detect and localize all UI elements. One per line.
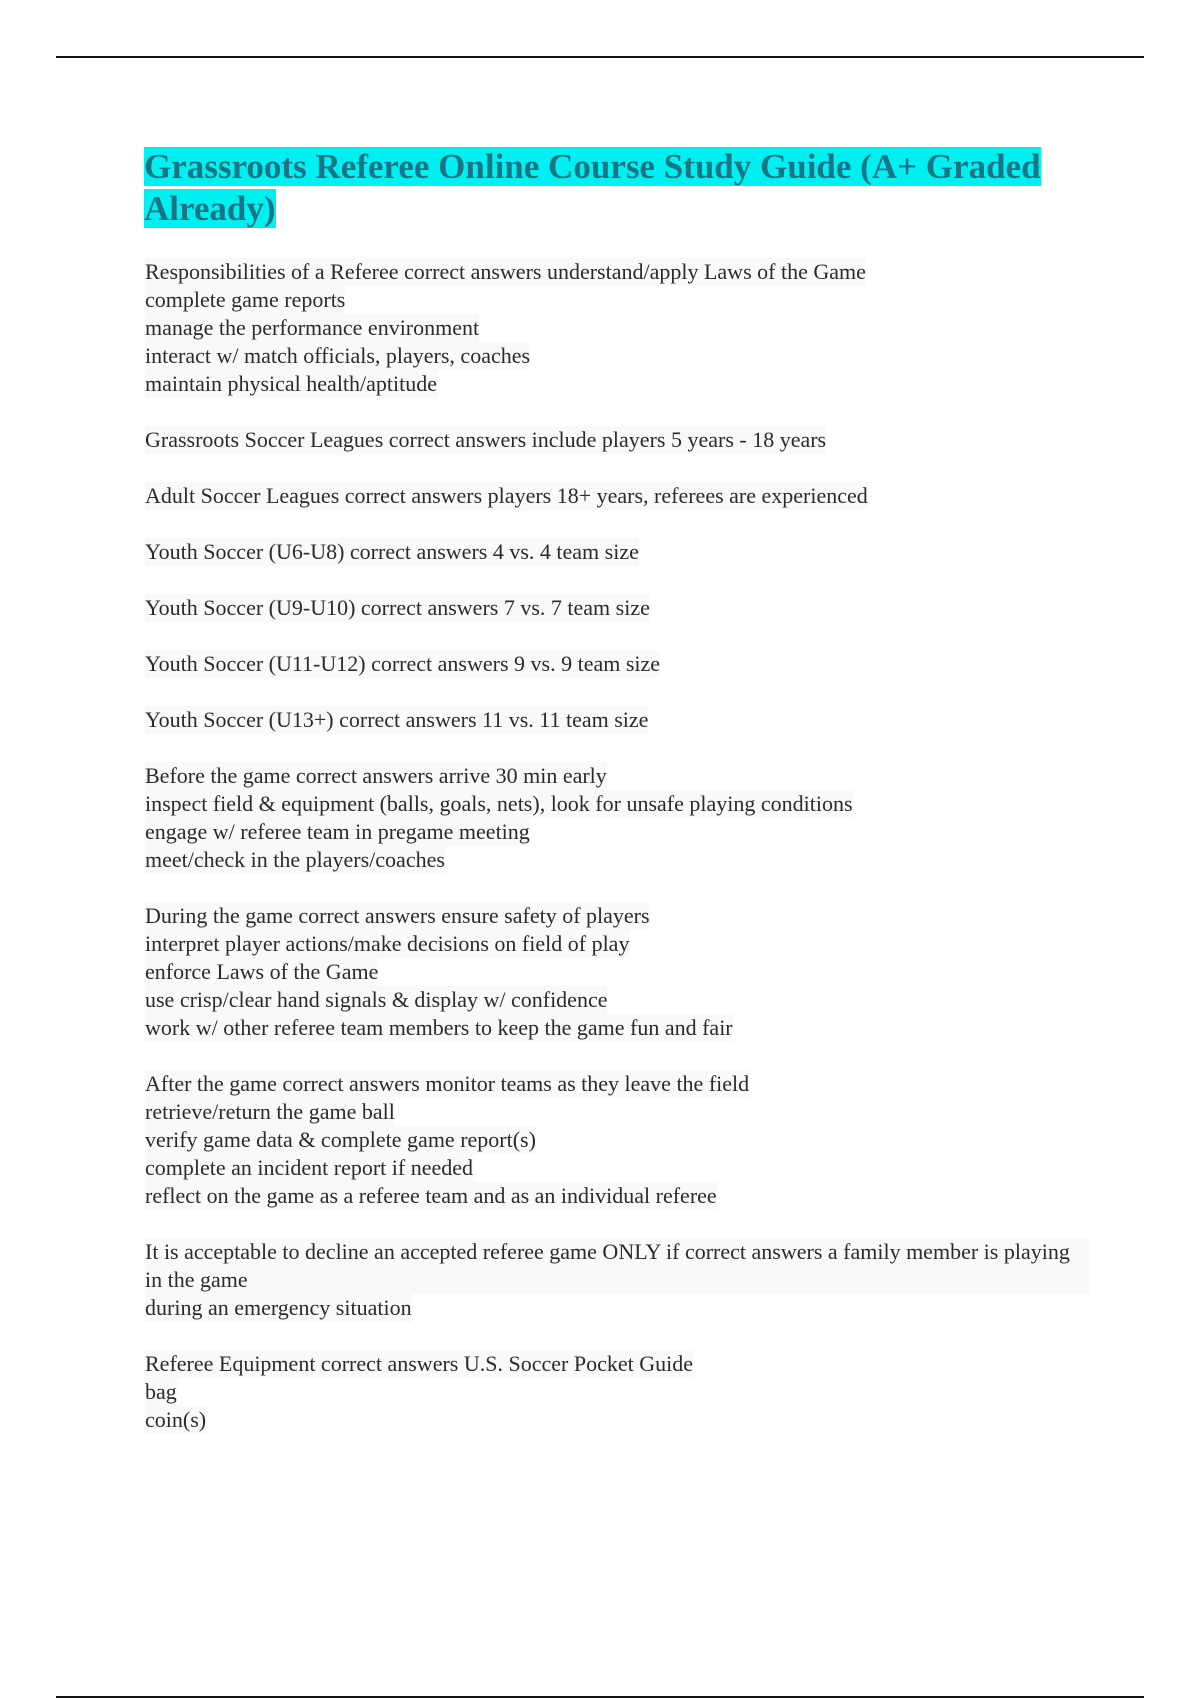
- qa-question-line: It is acceptable to decline an accepted referee game ONLY if correct answers a family member is playing in the game: [145, 1238, 1090, 1294]
- qa-answer-line: bag: [145, 1379, 177, 1404]
- qa-question-line: Youth Soccer (U9-U10) correct answers 7 vs. 7 team size: [145, 595, 650, 620]
- qa-answer-line: maintain physical health/aptitude: [145, 371, 438, 396]
- qa-entry: [145, 258, 1090, 398]
- qa-entry: [145, 482, 1090, 510]
- qa-answer-line: reflect on the game as a referee team and as an individual referee: [145, 1183, 717, 1208]
- qa-entry: [145, 538, 1090, 566]
- qa-answer-line: enforce Laws of the Game: [145, 959, 379, 984]
- qa-answer-line: interact w/ match officials, players, coaches: [145, 343, 531, 368]
- qa-question-line: Youth Soccer (U11-U12) correct answers 9 vs. 9 team size: [145, 651, 661, 676]
- qa-answer-line: engage w/ referee team in pregame meeting: [145, 819, 530, 844]
- qa-answer-line: meet/check in the players/coaches: [145, 847, 445, 872]
- qa-question-line: Referee Equipment correct answers U.S. Soccer Pocket Guide: [145, 1351, 693, 1376]
- qa-entry: [145, 1238, 1090, 1322]
- qa-entry: [145, 426, 1090, 454]
- qa-answer-line: verify game data & complete game report(s): [145, 1127, 536, 1152]
- qa-answer-line: inspect field & equipment (balls, goals, nets), look for unsafe playing conditions: [145, 791, 853, 816]
- qa-question-line: After the game correct answers monitor teams as they leave the field: [145, 1071, 750, 1096]
- document-body: [145, 146, 1090, 1462]
- qa-entry: [145, 594, 1090, 622]
- qa-answer-line: manage the performance environment: [145, 315, 480, 340]
- qa-entry: [145, 1350, 1090, 1434]
- bottom-rule: [56, 1696, 1144, 1698]
- qa-list: [145, 258, 1090, 1434]
- qa-entry: [145, 762, 1090, 874]
- qa-answer-line: during an emergency situation: [145, 1295, 412, 1320]
- top-rule: [56, 56, 1144, 58]
- qa-question-line: Before the game correct answers arrive 30 min early: [145, 763, 607, 788]
- qa-entry: [145, 1070, 1090, 1210]
- qa-question-line: Responsibilities of a Referee correct answers understand/apply Laws of the Game: [145, 259, 866, 284]
- qa-answer-line: complete an incident report if needed: [145, 1155, 474, 1180]
- qa-entry: [145, 902, 1090, 1042]
- qa-answer-line: interpret player actions/make decisions on field of play: [145, 931, 630, 956]
- qa-answer-line: complete game reports: [145, 287, 346, 312]
- qa-question-line: Youth Soccer (U13+) correct answers 11 vs. 11 team size: [145, 707, 649, 732]
- qa-answer-line: retrieve/return the game ball: [145, 1099, 395, 1124]
- document-title-text: Grassroots Referee Online Course Study Guide (A+ Graded Already): [144, 147, 1041, 228]
- qa-answer-line: work w/ other referee team members to keep the game fun and fair: [145, 1015, 733, 1040]
- qa-answer-line: coin(s): [145, 1407, 207, 1432]
- qa-question-line: Youth Soccer (U6-U8) correct answers 4 vs. 4 team size: [145, 539, 639, 564]
- qa-entry: [145, 706, 1090, 734]
- qa-question-line: Adult Soccer Leagues correct answers players 18+ years, referees are experienced: [145, 483, 868, 508]
- document-title: [144, 146, 1090, 230]
- qa-entry: [145, 650, 1090, 678]
- qa-question-line: Grassroots Soccer Leagues correct answers include players 5 years - 18 years: [145, 427, 827, 452]
- qa-answer-line: use crisp/clear hand signals & display w/ confidence: [145, 987, 608, 1012]
- qa-question-line: During the game correct answers ensure safety of players: [145, 903, 650, 928]
